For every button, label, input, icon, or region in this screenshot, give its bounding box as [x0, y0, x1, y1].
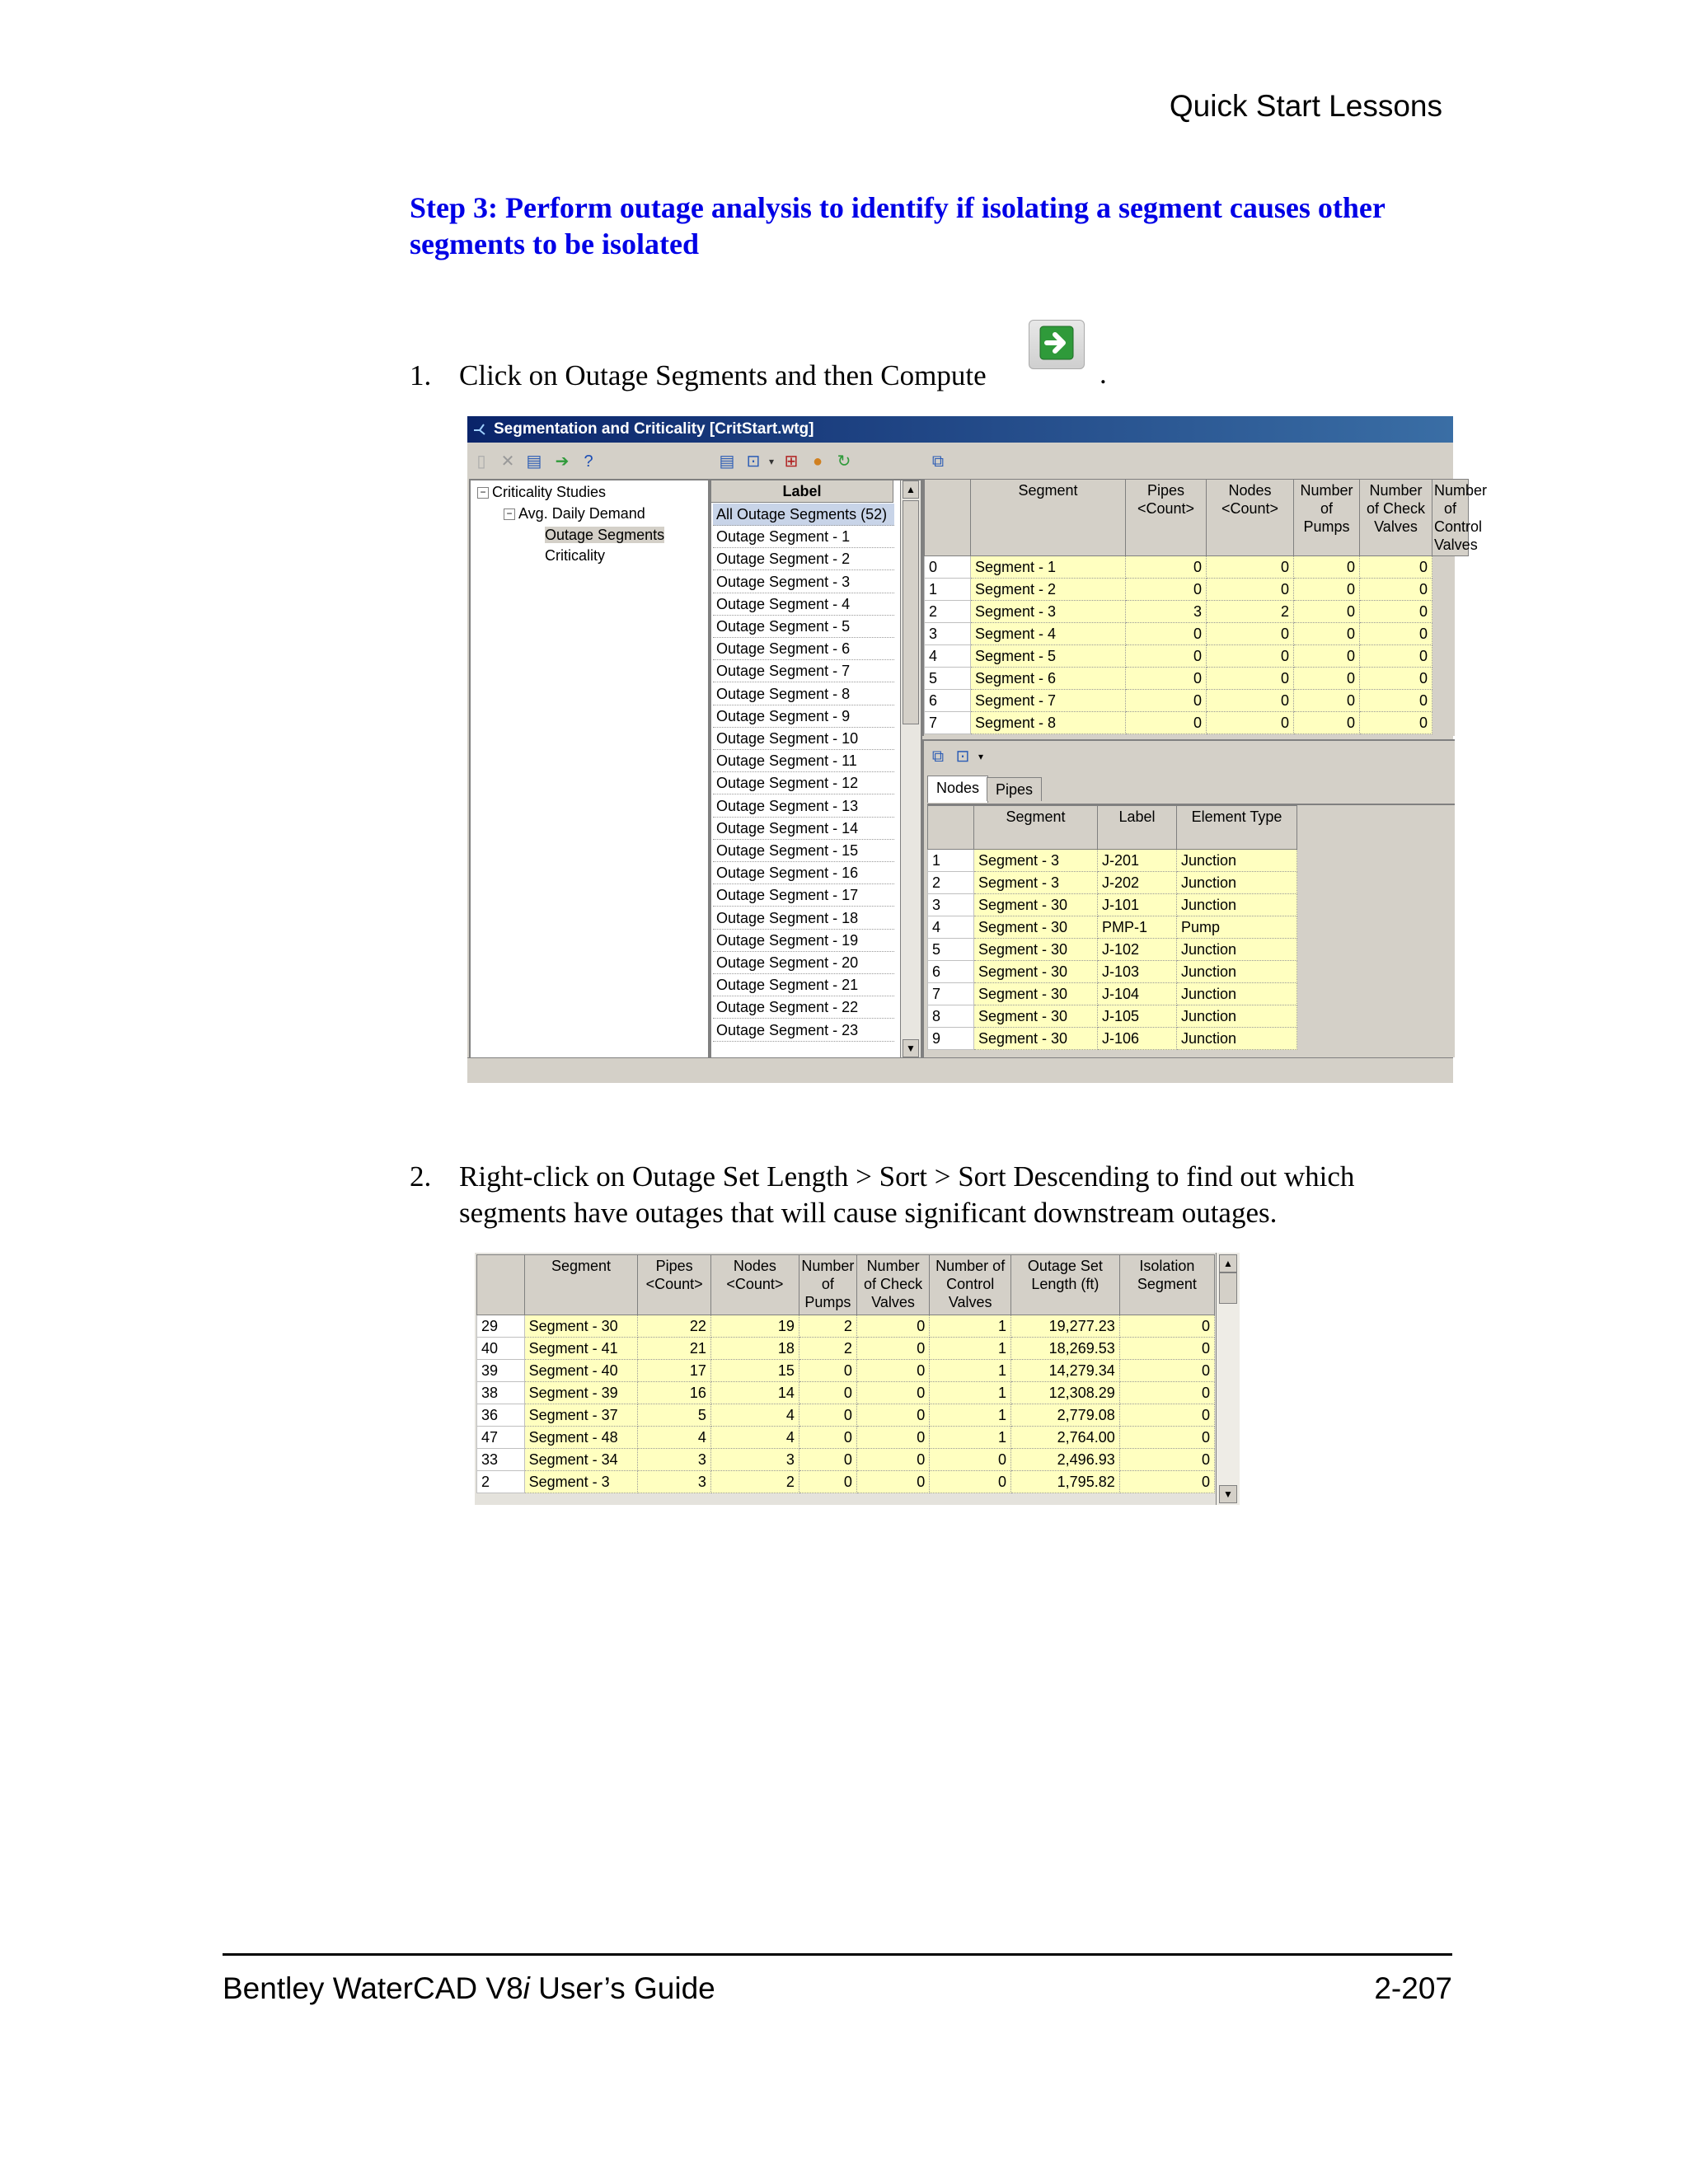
label-list-item[interactable]: Outage Segment - 14 [713, 818, 894, 840]
window-title: Segmentation and Criticality [CritStart.wtg] [494, 420, 814, 438]
properties-icon[interactable]: ▤ [526, 452, 542, 471]
instruction-text: Click on Outage Segments and then Compute [459, 359, 987, 391]
label-list-item[interactable]: Outage Segment - 22 [713, 996, 894, 1019]
label-list-item[interactable]: Outage Segment - 18 [713, 907, 894, 930]
label-list-item[interactable]: Outage Segment - 9 [713, 705, 894, 728]
table-cell[interactable]: 0 [1119, 1449, 1214, 1471]
help-icon[interactable]: ? [584, 452, 593, 471]
table-cell[interactable]: 0 [1119, 1404, 1214, 1427]
label-list-item[interactable]: Outage Segment - 17 [713, 884, 894, 907]
table-cell[interactable]: 0 [1119, 1471, 1214, 1493]
table-cell[interactable]: 3 [638, 1449, 710, 1471]
step-heading: Step 3: Perform outage analysis to identify if isolating a segment causes other segments to be isolated [410, 191, 1386, 260]
table-row[interactable] [477, 1360, 1215, 1382]
column-header[interactable]: Segment [524, 1255, 638, 1315]
table-cell[interactable]: J-201 [1098, 850, 1177, 872]
table-cell[interactable]: J-106 [1098, 1028, 1177, 1050]
column-header[interactable]: Segment [974, 806, 1098, 850]
table-cell[interactable]: Segment - 30 [974, 916, 1098, 939]
table-cell[interactable]: 0 [1207, 668, 1294, 690]
table-cell[interactable]: 1 [930, 1382, 1011, 1404]
table-cell[interactable]: Junction [1177, 1005, 1297, 1028]
column-header[interactable]: Pipes <Count> [638, 1255, 710, 1315]
label-list-item[interactable]: Outage Segment - 16 [713, 862, 894, 884]
copy-icon[interactable]: ⧉ [931, 748, 945, 766]
table-cell[interactable]: 19,277.23 [1011, 1315, 1120, 1338]
table-cell[interactable]: Junction [1177, 894, 1297, 916]
table-row[interactable] [928, 1005, 1297, 1028]
tree-item-outage-segments[interactable]: Outage Segments [545, 527, 665, 543]
table-cell[interactable]: Segment - 30 [974, 894, 1098, 916]
page-number: 2-207 [1374, 1971, 1452, 2005]
label-column-header[interactable]: Label [711, 480, 893, 503]
row-index: 1 [925, 579, 971, 601]
table-cell[interactable]: 0 [1119, 1338, 1214, 1360]
table-cell[interactable]: Junction [1177, 983, 1297, 1005]
table-cell[interactable]: 0 [1207, 556, 1294, 579]
label-list-item[interactable]: Outage Segment - 3 [713, 571, 894, 593]
table-row[interactable] [925, 645, 1469, 668]
table-cell[interactable]: 1 [930, 1404, 1011, 1427]
table-cell[interactable]: Segment - 7 [971, 690, 1126, 712]
table-cell[interactable]: Segment - 30 [524, 1315, 638, 1338]
label-list-item[interactable]: Outage Segment - 8 [713, 683, 894, 705]
table-cell[interactable]: 3 [710, 1449, 799, 1471]
table-cell[interactable]: 0 [930, 1471, 1011, 1493]
table-cell[interactable]: Segment - 8 [971, 712, 1126, 734]
table-row[interactable] [928, 850, 1297, 872]
column-header[interactable]: Pipes <Count> [1126, 480, 1207, 556]
column-header[interactable]: Nodes <Count> [1207, 480, 1294, 556]
table-cell[interactable]: 0 [1207, 645, 1294, 668]
outage-label-list [710, 479, 922, 1059]
table-cell[interactable]: Segment - 5 [971, 645, 1126, 668]
table-row[interactable] [928, 939, 1297, 961]
table-cell[interactable]: 5 [638, 1404, 710, 1427]
row-index: 9 [928, 1028, 974, 1050]
table-cell[interactable]: 0 [1294, 645, 1360, 668]
table-row[interactable] [477, 1449, 1215, 1471]
sentence-period: . [1100, 358, 1107, 390]
table-cell[interactable]: Junction [1177, 939, 1297, 961]
table-cell[interactable]: 0 [856, 1382, 929, 1404]
table-cell[interactable]: 3 [638, 1471, 710, 1493]
table-row[interactable] [925, 623, 1469, 645]
label-list-item[interactable]: Outage Segment - 6 [713, 638, 894, 660]
table-cell[interactable]: Junction [1177, 1028, 1297, 1050]
label-list-item[interactable]: All Outage Segments (52) [713, 504, 894, 526]
instruction-text: Right-click on Outage Set Length > Sort > Sort Descending to find out which segments have outages that will cause significant downstream outages. [459, 1160, 1355, 1229]
label-list-item[interactable]: Outage Segment - 19 [713, 930, 894, 952]
segment-summary-grid [922, 479, 1488, 736]
scroll-down-icon[interactable]: ▼ [1219, 1485, 1237, 1503]
table-row[interactable] [477, 1338, 1215, 1360]
table-row[interactable] [925, 556, 1469, 579]
table-cell[interactable]: 0 [856, 1404, 929, 1427]
table-cell[interactable]: 0 [1207, 579, 1294, 601]
label-list-item[interactable]: Outage Segment - 5 [713, 616, 894, 638]
table-cell[interactable]: 4 [638, 1427, 710, 1449]
table-cell[interactable]: 2,764.00 [1011, 1427, 1120, 1449]
table-cell[interactable]: Junction [1177, 850, 1297, 872]
table-cell[interactable]: Segment - 3 [971, 601, 1126, 623]
table-cell[interactable]: Junction [1177, 872, 1297, 894]
table-cell[interactable]: 4 [710, 1404, 799, 1427]
table-cell[interactable]: Segment - 30 [974, 961, 1098, 983]
table-cell[interactable]: 0 [1294, 623, 1360, 645]
table-cell[interactable]: Segment - 1 [971, 556, 1126, 579]
table-cell[interactable]: 0 [1294, 601, 1360, 623]
row-index: 4 [928, 916, 974, 939]
table-cell[interactable]: 0 [1119, 1382, 1214, 1404]
column-header[interactable]: Number of Control Valves [930, 1255, 1011, 1315]
row-index-header [477, 1255, 525, 1315]
status-bar [467, 1057, 1453, 1083]
table-cell[interactable]: 2,496.93 [1011, 1449, 1120, 1471]
table-cell[interactable]: Segment - 40 [524, 1360, 638, 1382]
table-cell[interactable]: 0 [1126, 645, 1207, 668]
table-cell[interactable]: 14 [710, 1382, 799, 1404]
table-cell[interactable]: 0 [1207, 623, 1294, 645]
table-row[interactable] [925, 712, 1469, 734]
sorted-grid-scrollbar[interactable] [1216, 1253, 1240, 1505]
zoom-icon[interactable]: ⊞ [784, 452, 799, 471]
table-cell[interactable]: 1 [930, 1338, 1011, 1360]
table-cell[interactable]: 0 [1119, 1360, 1214, 1382]
table-cell[interactable]: 0 [799, 1471, 856, 1493]
scroll-thumb[interactable] [1219, 1272, 1237, 1304]
table-cell[interactable]: J-101 [1098, 894, 1177, 916]
table-cell[interactable]: 0 [856, 1471, 929, 1493]
table-cell[interactable]: 0 [1126, 668, 1207, 690]
label-list-item[interactable]: Outage Segment - 13 [713, 795, 894, 818]
select-icon[interactable]: ⊡ [746, 452, 761, 471]
running-header: Quick Start Lessons [1169, 89, 1442, 123]
compute-arrow-icon[interactable] [1029, 320, 1085, 369]
collapse-icon[interactable]: − [477, 487, 489, 499]
row-index: 5 [928, 939, 974, 961]
table-cell[interactable]: 18 [710, 1338, 799, 1360]
delete-icon[interactable]: ✕ [500, 452, 515, 471]
table-cell[interactable]: 0 [799, 1427, 856, 1449]
dropdown-arrow-icon[interactable]: ▾ [978, 751, 984, 762]
select-icon[interactable]: ⊡ [955, 748, 970, 766]
instruction-number: 1. [410, 359, 432, 391]
color-code-icon[interactable]: ● [812, 452, 823, 471]
table-cell[interactable]: Junction [1177, 961, 1297, 983]
table-cell[interactable]: 15 [710, 1360, 799, 1382]
table-cell[interactable]: J-104 [1098, 983, 1177, 1005]
scroll-up-icon[interactable]: ▲ [903, 480, 919, 499]
table-cell[interactable]: 1,795.82 [1011, 1471, 1120, 1493]
label-list-item[interactable]: Outage Segment - 4 [713, 593, 894, 616]
table-cell[interactable]: J-102 [1098, 939, 1177, 961]
table-cell[interactable]: PMP-1 [1098, 916, 1177, 939]
table-cell[interactable]: Segment - 3 [974, 850, 1098, 872]
row-index: 39 [477, 1360, 525, 1382]
row-index: 38 [477, 1382, 525, 1404]
table-cell[interactable]: 0 [799, 1382, 856, 1404]
table-row[interactable] [925, 668, 1469, 690]
label-list-scrollbar[interactable] [900, 480, 921, 1057]
table-cell[interactable]: 0 [1126, 556, 1207, 579]
table-row[interactable] [925, 579, 1469, 601]
table-cell[interactable]: Pump [1177, 916, 1297, 939]
table-row[interactable] [477, 1427, 1215, 1449]
row-index: 1 [928, 850, 974, 872]
table-cell[interactable]: 0 [1294, 712, 1360, 734]
label-list-item[interactable]: Outage Segment - 11 [713, 750, 894, 772]
table-cell[interactable]: 2 [710, 1471, 799, 1493]
compute-icon[interactable]: ➔ [555, 452, 570, 471]
table-cell[interactable]: 0 [1126, 690, 1207, 712]
table-cell[interactable]: 0 [856, 1449, 929, 1471]
report-icon[interactable]: ▤ [719, 452, 735, 471]
table-row[interactable] [928, 983, 1297, 1005]
table-cell[interactable]: Segment - 41 [524, 1338, 638, 1360]
column-header[interactable]: Label [1098, 806, 1177, 850]
row-index: 6 [925, 690, 971, 712]
grid-toolbar [926, 446, 975, 479]
table-cell[interactable]: 0 [799, 1360, 856, 1382]
table-cell[interactable]: 0 [1360, 556, 1432, 579]
sorted-outage-grid [475, 1253, 1240, 1505]
new-icon[interactable]: ▯ [476, 452, 486, 471]
scroll-up-icon[interactable]: ▲ [1219, 1254, 1237, 1272]
row-index: 2 [928, 872, 974, 894]
table-cell[interactable]: 1 [930, 1315, 1011, 1338]
label-list-item[interactable]: Outage Segment - 2 [713, 548, 894, 570]
table-cell[interactable]: 0 [1126, 579, 1207, 601]
table-row[interactable] [928, 894, 1297, 916]
table-cell[interactable]: 0 [1294, 579, 1360, 601]
row-index-header [928, 806, 974, 850]
row-index: 2 [925, 601, 971, 623]
tree-item-criticality-studies[interactable]: − Criticality Studies [477, 484, 606, 501]
table-cell[interactable]: 0 [1360, 668, 1432, 690]
column-header[interactable]: Number of Pumps [799, 1255, 856, 1315]
row-index: 0 [925, 556, 971, 579]
label-list-item[interactable]: Outage Segment - 1 [713, 526, 894, 548]
tab-pipes[interactable]: Pipes [987, 777, 1042, 801]
table-cell[interactable]: 0 [1207, 690, 1294, 712]
table-cell[interactable]: Segment - 3 [524, 1471, 638, 1493]
tree-toolbar [471, 446, 701, 479]
table-cell[interactable]: 0 [1126, 623, 1207, 645]
lower-toolbar [929, 746, 1028, 771]
column-header-outage-set-length[interactable]: Outage Set Length (ft) [1011, 1255, 1120, 1315]
table-cell[interactable]: 12,308.29 [1011, 1382, 1120, 1404]
row-index: 5 [925, 668, 971, 690]
table-row[interactable] [925, 690, 1469, 712]
row-index: 4 [925, 645, 971, 668]
table-cell[interactable]: 0 [856, 1360, 929, 1382]
tree-item-criticality[interactable]: Criticality [545, 547, 606, 564]
column-header[interactable]: Number of Pumps [1294, 480, 1360, 556]
table-cell[interactable]: 0 [1360, 712, 1432, 734]
row-index-header [925, 480, 971, 556]
table-cell[interactable]: 0 [799, 1404, 856, 1427]
row-index: 47 [477, 1427, 525, 1449]
table-cell[interactable]: 22 [638, 1315, 710, 1338]
instruction-number: 2. [410, 1160, 432, 1193]
table-cell[interactable]: 3 [1126, 601, 1207, 623]
table-cell[interactable]: J-105 [1098, 1005, 1177, 1028]
row-index: 7 [925, 712, 971, 734]
row-index: 8 [928, 1005, 974, 1028]
table-row[interactable] [477, 1315, 1215, 1338]
table-cell[interactable]: 19 [710, 1315, 799, 1338]
row-index: 36 [477, 1404, 525, 1427]
column-header[interactable]: Isolation Segment [1119, 1255, 1214, 1315]
segment-elements-panel [922, 739, 1455, 1057]
row-index: 29 [477, 1315, 525, 1338]
table-cell[interactable]: 0 [856, 1427, 929, 1449]
table-cell[interactable]: 0 [930, 1449, 1011, 1471]
column-header[interactable]: Element Type [1177, 806, 1297, 850]
table-cell[interactable]: J-202 [1098, 872, 1177, 894]
label-list-item[interactable]: Outage Segment - 21 [713, 974, 894, 996]
label-list-item[interactable]: Outage Segment - 10 [713, 728, 894, 750]
label-list-item[interactable]: Outage Segment - 20 [713, 952, 894, 974]
collapse-icon[interactable]: − [504, 509, 515, 520]
table-cell[interactable]: Segment - 48 [524, 1427, 638, 1449]
tree-item-avg-daily-demand[interactable]: − Avg. Daily Demand [504, 505, 645, 523]
dropdown-arrow-icon[interactable]: ▾ [768, 456, 775, 467]
table-row[interactable] [928, 872, 1297, 894]
window-titlebar [467, 416, 1453, 443]
segmentation-criticality-window [467, 416, 1488, 1082]
table-cell[interactable]: 1 [930, 1360, 1011, 1382]
table-row[interactable] [477, 1404, 1215, 1427]
table-cell[interactable]: 18,269.53 [1011, 1338, 1120, 1360]
table-cell[interactable]: 21 [638, 1338, 710, 1360]
study-tree [469, 479, 710, 1059]
table-cell[interactable]: 0 [1126, 712, 1207, 734]
table-cell[interactable]: 0 [1360, 623, 1432, 645]
table-cell[interactable]: 1 [930, 1427, 1011, 1449]
tab-nodes[interactable]: Nodes [927, 776, 988, 803]
table-row[interactable] [925, 601, 1469, 623]
table-row[interactable] [477, 1471, 1215, 1493]
row-index: 2 [477, 1471, 525, 1493]
table-cell[interactable]: 0 [1294, 556, 1360, 579]
refresh-icon[interactable]: ↻ [837, 452, 851, 471]
table-cell[interactable]: 0 [1294, 690, 1360, 712]
label-list-item[interactable]: Outage Segment - 15 [713, 840, 894, 862]
table-cell[interactable]: J-103 [1098, 961, 1177, 983]
table-cell[interactable]: 2 [799, 1338, 856, 1360]
row-index: 40 [477, 1338, 525, 1360]
row-index: 7 [928, 983, 974, 1005]
column-header[interactable]: Number of Check Valves [856, 1255, 929, 1315]
footer-rule [223, 1953, 1452, 1956]
table-cell[interactable]: 0 [1294, 668, 1360, 690]
table-row[interactable] [477, 1382, 1215, 1404]
row-index: 6 [928, 961, 974, 983]
column-header[interactable]: Segment [971, 480, 1126, 556]
row-index: 3 [925, 623, 971, 645]
table-cell[interactable]: 16 [638, 1382, 710, 1404]
table-cell[interactable]: Segment - 30 [974, 939, 1098, 961]
table-cell[interactable]: 0 [1119, 1315, 1214, 1338]
scroll-thumb[interactable] [903, 500, 919, 724]
table-cell[interactable]: 14,279.34 [1011, 1360, 1120, 1382]
footer-guide-title: Bentley WaterCAD V8i User’s Guide [223, 1971, 715, 2005]
table-cell[interactable]: 0 [1207, 712, 1294, 734]
table-cell[interactable]: Segment - 2 [971, 579, 1126, 601]
copy-icon[interactable]: ⧉ [931, 452, 945, 471]
table-cell[interactable]: 0 [1360, 579, 1432, 601]
column-header[interactable]: Number of Control Valves [1432, 480, 1469, 556]
label-list-item[interactable]: Outage Segment - 7 [713, 660, 894, 682]
table-cell[interactable]: 0 [856, 1315, 929, 1338]
table-cell[interactable]: 0 [1360, 690, 1432, 712]
table-cell[interactable]: 0 [1360, 601, 1432, 623]
label-list-item[interactable]: Outage Segment - 12 [713, 772, 894, 794]
table-cell[interactable]: 17 [638, 1360, 710, 1382]
table-row[interactable] [928, 961, 1297, 983]
table-cell[interactable]: Segment - 30 [974, 983, 1098, 1005]
table-cell[interactable]: Segment - 3 [974, 872, 1098, 894]
table-cell[interactable]: 4 [710, 1427, 799, 1449]
table-cell[interactable]: 2 [799, 1315, 856, 1338]
column-header[interactable]: Number of Check Valves [1360, 480, 1432, 556]
table-cell[interactable]: 0 [799, 1449, 856, 1471]
scroll-down-icon[interactable]: ▼ [903, 1039, 919, 1057]
row-index: 33 [477, 1449, 525, 1471]
list-toolbar [715, 446, 912, 479]
table-row[interactable] [928, 916, 1297, 939]
segmentation-icon [472, 422, 489, 437]
column-header[interactable]: Nodes <Count> [710, 1255, 799, 1315]
table-cell[interactable]: 0 [856, 1338, 929, 1360]
table-cell[interactable]: Segment - 34 [524, 1449, 638, 1471]
table-cell[interactable]: Segment - 30 [974, 1005, 1098, 1028]
table-cell[interactable]: 2 [1207, 601, 1294, 623]
table-cell[interactable]: Segment - 4 [971, 623, 1126, 645]
table-cell[interactable]: Segment - 6 [971, 668, 1126, 690]
table-cell[interactable]: Segment - 37 [524, 1404, 638, 1427]
label-list-item[interactable]: Outage Segment - 23 [713, 1019, 894, 1042]
row-index: 3 [928, 894, 974, 916]
table-cell[interactable]: 2,779.08 [1011, 1404, 1120, 1427]
table-cell[interactable]: 0 [1360, 645, 1432, 668]
table-cell[interactable]: Segment - 39 [524, 1382, 638, 1404]
table-row[interactable] [928, 1028, 1297, 1050]
table-cell[interactable]: 0 [1119, 1427, 1214, 1449]
table-cell[interactable]: Segment - 30 [974, 1028, 1098, 1050]
